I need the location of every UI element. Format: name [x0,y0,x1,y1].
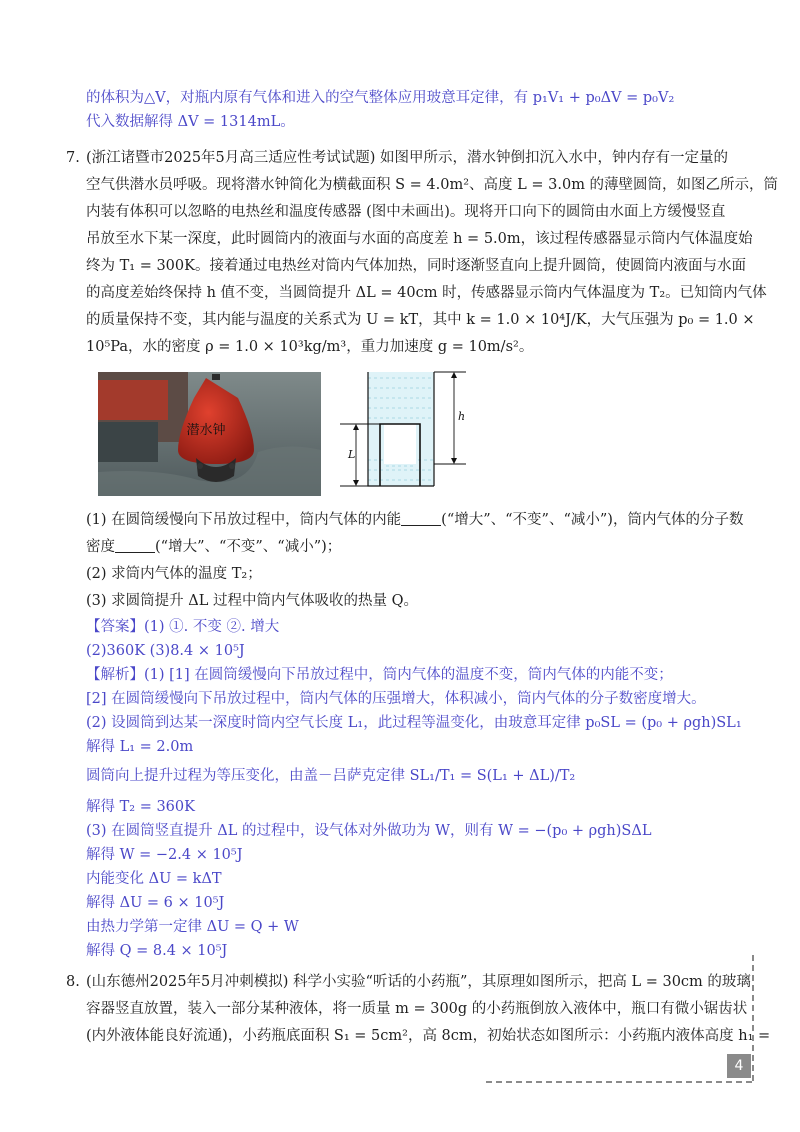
q7-sub2: (2) 求筒内气体的温度 T₂； [86,566,262,582]
q8-line-1: (山东德州2025年5月冲刺模拟) 科学小实验“听话的小药瓶”，其原理如图所示，把高 L = 30cm 的玻璃 [86,974,751,990]
blank-1[interactable] [401,511,441,526]
analysis-line-4: 解得 L₁ = 2.0m [86,739,194,755]
q8-line-2: 容器竖直放置，装入一部分某种液体，将一质量 m = 300g 的小药瓶倒放入液体中，瓶口有微小锯齿状 [86,1001,748,1017]
q7-number: 7. [66,150,80,166]
q7-sub1-text-b: (“增大”、“不变”、“减小”)，筒内气体的分子数 [441,512,744,528]
q7-sub1-line1 [86,510,743,530]
answer-line-2: (2)360K (3)8.4 × 10⁵J [86,643,245,659]
q7-line-7: 的质量保持不变，其内能与温度的关系式为 U = kT，其中 k = 1.0 × 10⁴J/K，大气压强为 p₀ = 1.0 × [86,312,755,328]
analysis-line-10: 解得 ΔU = 6 × 10⁵J [86,895,225,911]
footer-dashed-vertical [752,955,754,1081]
fig-h-label: h [458,410,466,423]
analysis-line-9: 内能变化 ΔU = kΔT [86,871,222,887]
q8-line-3: (内外液体能良好流通)，小药瓶底面积 S₁ = 5cm²，高 8cm，初始状态如图所示：小药瓶内液体高度 h₁ = [86,1028,771,1044]
q7-line-5: 终为 T₁ = 300K。接着通过电热丝对筒内气体加热，同时逐渐竖直向上提升圆筒，使圆筒内液面与水面 [86,258,746,274]
fig-L-label: L [348,448,356,461]
q7-line-1: (浙江诸暨市2025年5月高三适应性考试试题) 如图甲所示，潜水钟倒扣沉入水中，钟内存有一定量的 [86,150,729,166]
analysis-line-1: 【解析】(1) [1] 在圆筒缓慢向下吊放过程中，筒内气体的温度不变，筒内气体的内能不变； [86,667,673,683]
q7-line-6: 的高度差始终保持 h 值不变，当圆筒提升 ΔL = 40cm 时，传感器显示筒内气体温度为 T₂。已知筒内气体 [86,285,767,301]
analysis-line-3: (2) 设圆筒到达某一深度时筒内空气长度 L₁，此过程等温变化，由玻意耳定律 p₀SL = (p₀ + ρgh)SL₁ [86,715,742,731]
analysis-line-7: (3) 在圆筒竖直提升 ΔL 的过程中，设气体对外做功为 W，则有 W = −(p₀ + ρgh)SΔL [86,823,652,839]
analysis-line-6: 解得 T₂ = 360K [86,799,195,815]
analysis-line-12: 解得 Q = 8.4 × 10⁵J [86,943,228,959]
q7-sub3: (3) 求圆筒提升 ΔL 过程中筒内气体吸收的热量 Q。 [86,593,418,609]
analysis-line-11: 由热力学第一定律 ΔU = Q + W [86,919,299,935]
diving-bell-photo [98,372,321,496]
answer-line-1: 【答案】(1) ①. 不变 ②. 增大 [86,619,280,635]
footer-dashed-horizontal [486,1081,752,1083]
top-line-1: 的体积为△V，对瓶内原有气体和进入的空气整体应用玻意耳定律，有 p₁V₁ + p₀ΔV = p₀V₂ [86,90,675,106]
analysis-line-8: 解得 W = −2.4 × 10⁵J [86,847,243,863]
analysis-line-5: 圆筒向上提升过程为等压变化，由盖－吕萨克定律 SL₁/T₁ = S(L₁ + ΔL)/T₂ [86,768,576,784]
q7-sub1-line2 [86,537,341,557]
q7-line-4: 吊放至水下某一深度，此时圆筒内的液面与水面的高度差 h = 5.0m，该过程传感器显示筒内气体温度始 [86,231,753,247]
q7-line-8: 10⁵Pa，水的密度 ρ = 1.0 × 10³kg/m³，重力加速度 g = 10m/s²。 [86,339,534,355]
blank-2[interactable] [115,538,155,553]
q7-line-3: 内装有体积可以忽略的电热丝和温度传感器 (图中未画出)。现将开口向下的圆筒由水面上方缓慢竖直 [86,204,726,220]
q7-sub1-text-c: 密度 [86,539,115,555]
page-number: 4 [727,1054,751,1078]
top-line-2: 代入数据解得 ΔV = 1314mL。 [86,114,295,130]
cylinder-diagram [338,368,478,490]
q7-sub1-text-d: (“增大”、“不变”、“减小”)； [155,539,342,555]
q7-sub1-text-a: (1) 在圆筒缓慢向下吊放过程中，筒内气体的内能 [86,512,402,528]
analysis-line-2: [2] 在圆筒缓慢向下吊放过程中，筒内气体的压强增大，体积减小，筒内气体的分子数密度增大。 [86,691,706,707]
q8-number: 8. [66,974,80,990]
q7-line-2: 空气供潜水员呼吸。现将潜水钟简化为横截面积 S = 4.0m²、高度 L = 3.0m 的薄壁圆筒，如图乙所示，筒 [86,177,779,193]
photo-label: 潜水钟 [186,423,226,438]
